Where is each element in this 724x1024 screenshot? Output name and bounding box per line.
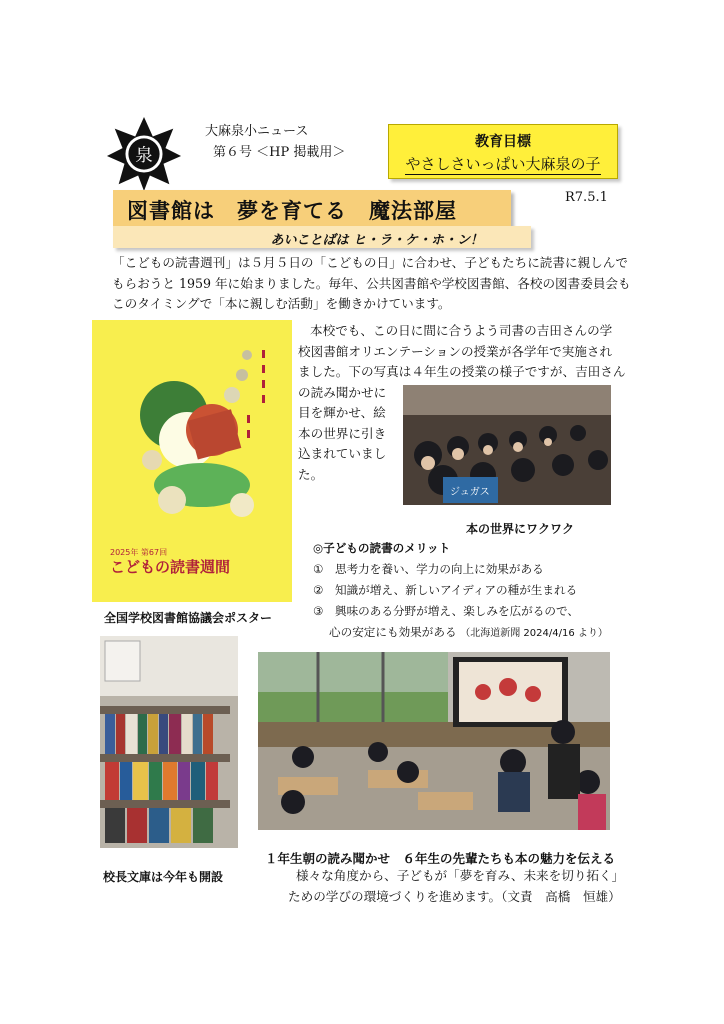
principal-library-photo bbox=[100, 636, 238, 848]
education-goal-box bbox=[388, 124, 618, 179]
first-grade-reading-photo bbox=[258, 652, 610, 830]
svg-text:2025年 第67回: 2025年 第67回 bbox=[110, 548, 168, 557]
merit-source: （北海道新聞 2024/4/16 より） bbox=[460, 628, 608, 639]
merit-item: ① 思考力を養い、学力の向上に効果がある bbox=[313, 562, 544, 576]
photo3-caption: １年生朝の読み聞かせ ６年生の先輩たちも本の魅力を伝える bbox=[265, 851, 616, 866]
school-news-label: 大麻泉小ニュース bbox=[205, 124, 309, 139]
paragraph-2: 本校でも、この日に間に合うよう司書の吉田さんの学 bbox=[310, 323, 613, 338]
paragraph-2-cont: 校図書館オリエンテーションの授業が各学年で実施され ました。下の写真は４年生の授業の様子ですが、吉田さん の読み聞かせに 目を輝かせ、絵 本の世界に引き 込まれていまし た。 bbox=[298, 343, 626, 482]
merit-item: ② 知識が増え、新しいアイディアの種が生まれる bbox=[313, 583, 578, 597]
school-emblem-icon bbox=[105, 115, 183, 193]
article-subtitle-box bbox=[113, 226, 531, 248]
issue-label: 第６号 ＜HP 掲載用＞ bbox=[213, 145, 346, 160]
svg-text:泉: 泉 bbox=[135, 145, 153, 166]
merit-list bbox=[313, 559, 608, 644]
poster-caption: 全国学校図書館協議会ポスター bbox=[104, 611, 273, 625]
merit-item: ③ 興味のある分野が増え、楽しみを広がるので、 bbox=[313, 604, 579, 618]
goal-text: やさしさいっぱい大麻泉の子 bbox=[405, 155, 601, 173]
article-title-box bbox=[113, 190, 511, 226]
svg-text:ジュガス: ジュガス bbox=[450, 487, 490, 498]
paragraph-1: 「こどもの読書週刊」は５月５日の「こどもの日」に合わせ、子どもたちに読書に親しんで もらおうと 1959 年に始まりました。毎年、公共図書館や学校図書館、各校の図書委員会も このタイミングで「本に親しむ活動」を働きかけています。 bbox=[112, 255, 631, 311]
merit-title: ◎子どもの読書のメリット bbox=[313, 541, 451, 555]
article-title: 図書館は 夢を育てる 魔法部屋 bbox=[127, 199, 457, 223]
photo2-caption: 校長文庫は今年も開設 bbox=[103, 870, 224, 884]
poster-title: こどもの読書週間 bbox=[110, 558, 231, 576]
goal-title: 教育目標 bbox=[475, 134, 531, 150]
class-reading-photo bbox=[403, 385, 611, 505]
reading-week-poster-image bbox=[92, 320, 292, 602]
photo1-caption: 本の世界にワクワク bbox=[466, 522, 575, 536]
article-subtitle: あいことばは ヒ・ラ・ケ・ホ・ン！ bbox=[270, 233, 483, 248]
closing-paragraph: 様々な角度から、子どもが「夢を育み、未来を切り拓く」 ための学びの環境づくりを進めます。（文責 高橋 恒雄） bbox=[288, 868, 625, 904]
issue-date: R7.5.1 bbox=[565, 190, 608, 205]
merit-item-cont: 心の安定にも効果がある （北海道新聞 2024/4/16 より） bbox=[329, 625, 608, 639]
